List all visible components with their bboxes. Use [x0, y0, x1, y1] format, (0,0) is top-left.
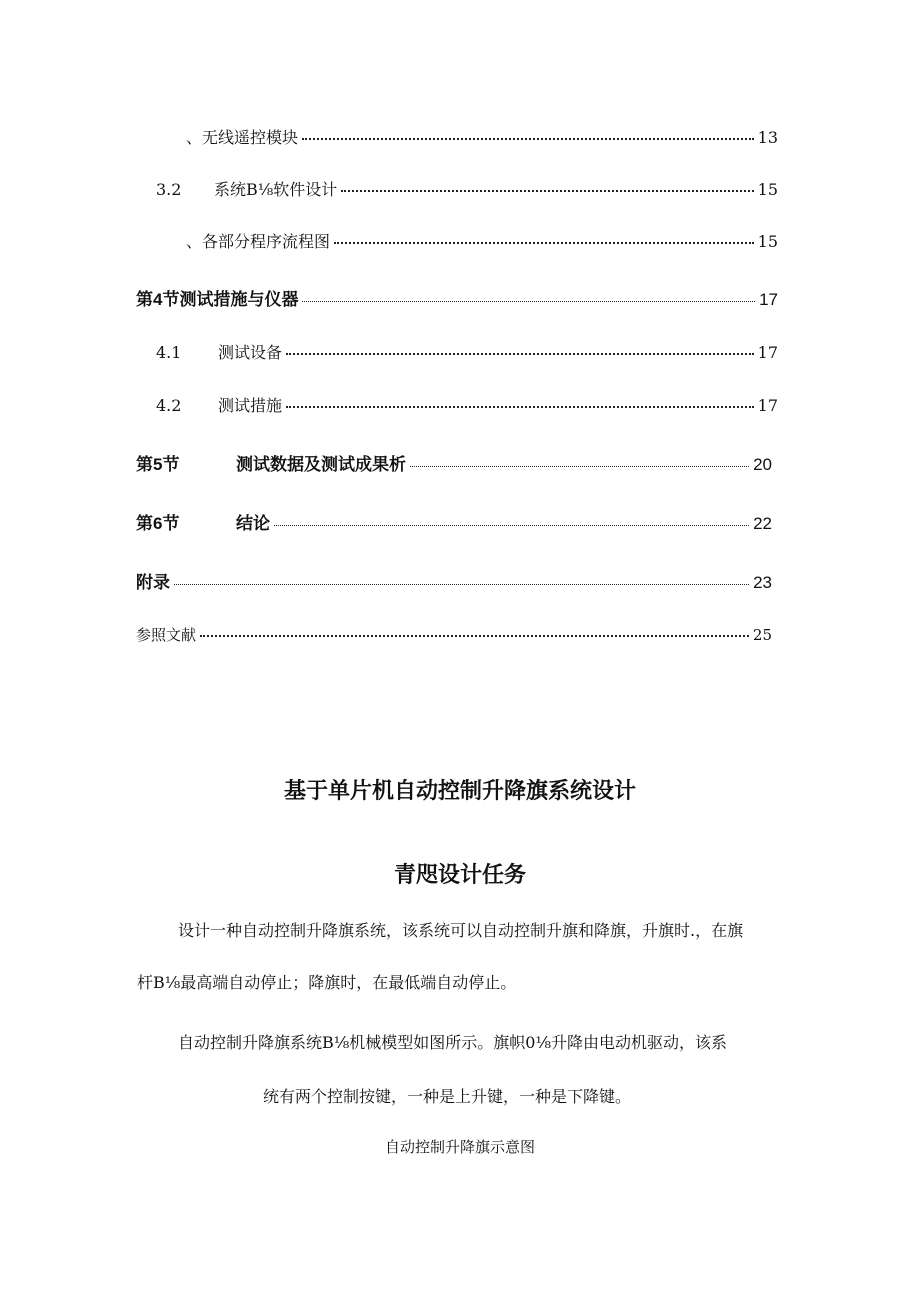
paragraph-1-line-1: 设计一种自动控制升降旗系统，该系统可以自动控制升旗和降旗，升旗时.，在旗 [178, 921, 744, 940]
toc-leader-dots [341, 190, 753, 192]
toc-entry-number: 4.2 [156, 396, 182, 415]
toc-entry-number: 第5节 [136, 455, 180, 474]
toc-leader-dots [274, 525, 749, 526]
section-heading: 青咫设计任务 [393, 862, 526, 887]
paragraph-2-line-2: 统有两个控制按键，一种是上升键，一种是下降键。 [263, 1087, 632, 1106]
toc-entry-test-equipment[interactable] [156, 340, 778, 363]
toc-entry-software-design[interactable] [156, 177, 778, 200]
toc-entry-page: 22 [753, 514, 772, 533]
toc-entry-page: 13 [757, 128, 778, 147]
toc-entry-title: 测试设备 [218, 343, 283, 362]
toc-entry-references[interactable] [136, 624, 772, 645]
toc-leader-dots [334, 242, 754, 244]
toc-entry-test-methods[interactable] [156, 393, 778, 416]
toc-entry-title: 测试措施 [218, 396, 283, 415]
toc-entry-page: 23 [753, 573, 772, 592]
toc-entry-wireless-module[interactable] [186, 125, 778, 148]
toc-leader-dots [174, 584, 749, 585]
toc-entry-page: 20 [753, 455, 772, 474]
toc-entry-page: 25 [752, 626, 772, 644]
toc-entry-page: 17 [759, 290, 778, 309]
toc-entry-chapter-4[interactable] [136, 285, 778, 310]
toc-leader-dots [302, 301, 755, 302]
toc-entry-number: 第6节 [136, 514, 180, 533]
toc-leader-dots [286, 406, 754, 408]
toc-entry-title: 参照文献 [136, 626, 197, 644]
toc-leader-dots [410, 466, 749, 467]
toc-entry-number: 3.2 [156, 180, 182, 199]
toc-entry-title: 测试数据及测试成果析 [236, 455, 406, 474]
toc-entry-chapter-5[interactable] [136, 450, 772, 475]
toc-entry-title: 结论 [236, 514, 270, 533]
toc-leader-dots [286, 353, 754, 355]
paragraph-2-line-1: 自动控制升降旗系统B⅛机械模型如图所示。旗帜0⅛升降由电动机驱动，该系 [178, 1033, 727, 1052]
toc-entry-page: 15 [757, 232, 778, 251]
toc-entry-page: 17 [757, 343, 778, 362]
toc-entry-title: 、无线遥控模块 [186, 128, 299, 147]
toc-entry-title: 附录 [136, 573, 170, 592]
toc-entry-number: 4.1 [156, 343, 182, 362]
toc-entry-title: 第4节测试措施与仪器 [136, 290, 299, 309]
document-title: 基于单片机自动控制升降旗系统设计 [283, 778, 636, 803]
toc-entry-flowcharts[interactable] [186, 229, 778, 252]
paragraph-1-line-2: 杆B⅛最高端自动停止；降旗时，在最低端自动停止。 [137, 973, 517, 992]
toc-leader-dots [200, 635, 749, 637]
toc-entry-title: 系统B⅛软件设计 [214, 180, 338, 199]
figure-caption: 自动控制升降旗示意图 [384, 1138, 535, 1156]
toc-entry-appendix[interactable] [136, 568, 772, 593]
toc-entry-chapter-6[interactable] [136, 509, 772, 534]
toc-leader-dots [302, 138, 754, 140]
toc-entry-page: 17 [757, 396, 778, 415]
toc-entry-page: 15 [757, 180, 778, 199]
toc-entry-title: 、各部分程序流程图 [186, 232, 331, 251]
